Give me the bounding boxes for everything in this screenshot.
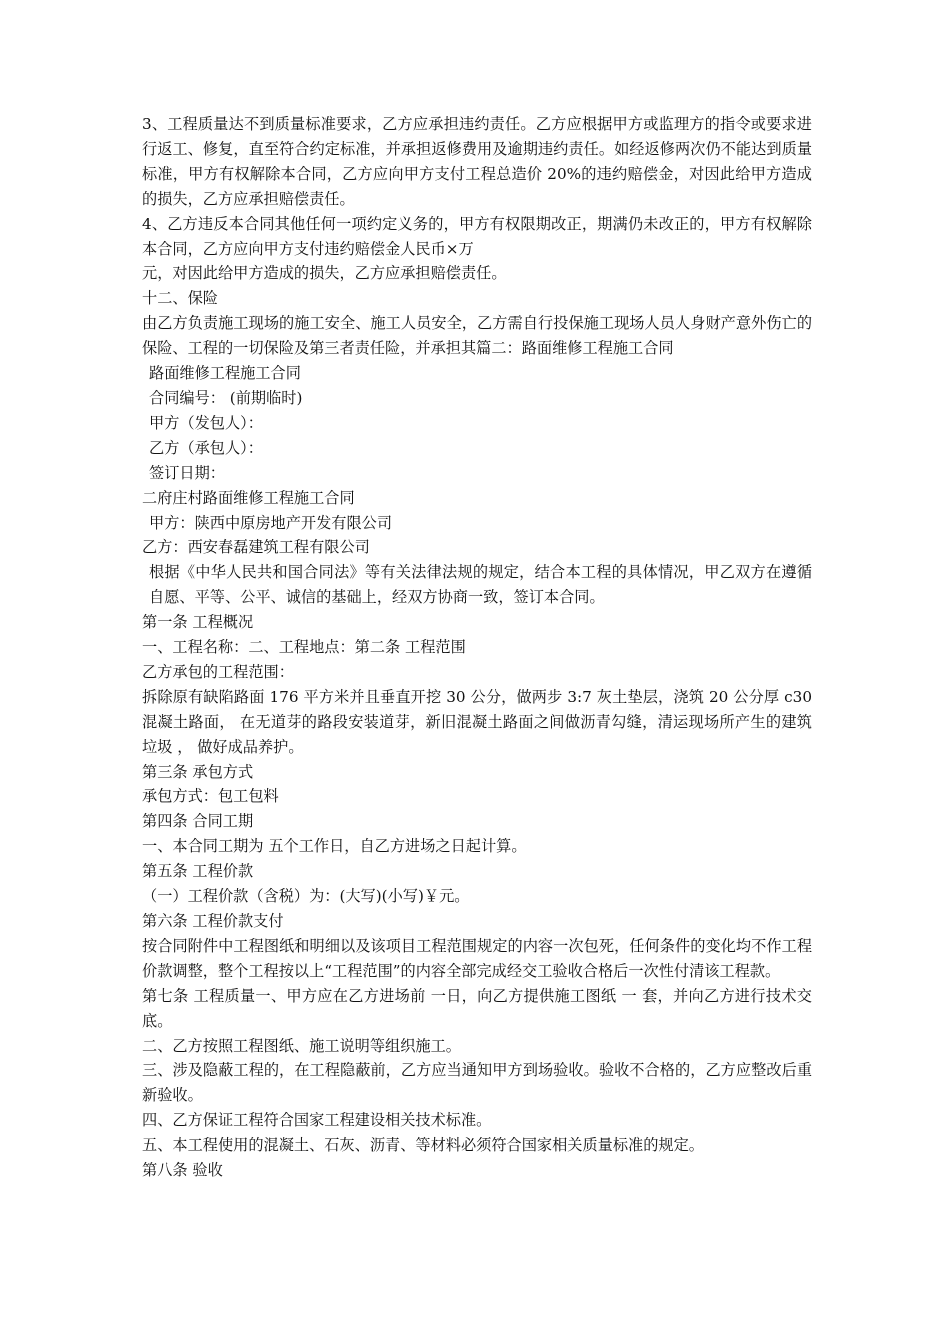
- paragraph: 一、本合同工期为 五个工作日，自乙方进场之日起计算。: [142, 837, 527, 856]
- paragraph: 十二、保险: [142, 289, 218, 308]
- paragraph: 签订日期：: [149, 463, 225, 482]
- paragraph: 合同编号： (前期临时): [149, 388, 303, 407]
- paragraph: 乙方承包的工程范围：: [142, 662, 294, 681]
- paragraph: 甲方（发包人）：: [149, 413, 263, 432]
- paragraph: （一）工程价款（含税）为：(大写)(小写)￥元。: [142, 887, 470, 906]
- paragraph: 第七条 工程质量一、甲方应在乙方进场前 一日，向乙方提供施工图纸 一 套，并向乙方进行技术交底。: [142, 986, 812, 1030]
- paragraph: 第四条 合同工期: [142, 812, 254, 831]
- paragraph: 三、涉及隐蔽工程的，在工程隐蔽前，乙方应当通知甲方到场验收。验收不合格的，乙方应整改后重新验收。: [142, 1061, 812, 1105]
- paragraph: 承包方式：包工包料: [142, 787, 279, 806]
- paragraph: 第八条 验收: [142, 1161, 223, 1180]
- paragraph: 拆除原有缺陷路面 176 平方米并且垂直开挖 30 公分，做两步 3:7 灰土垫层，浇筑 20 公分厚 c30 混凝土路面， 在无道芽的路段安装道芽，新旧混凝土路面之间做沥青勾缝，清运现场所产生的建筑垃圾 ， 做好成品养护。: [142, 687, 812, 756]
- paragraph: 甲方：陕西中原房地产开发有限公司: [149, 513, 392, 532]
- paragraph: 四、乙方保证工程符合国家工程建设相关技术标准。: [142, 1111, 492, 1130]
- paragraph: 一、工程名称：二、工程地点：第二条 工程范围: [142, 638, 466, 657]
- paragraph: 乙方：西安春磊建筑工程有限公司: [142, 538, 370, 557]
- paragraph: 3、工程质量达不到质量标准要求，乙方应承担违约责任。乙方应根据甲方或监理方的指令或要求进行返工、修复，直至符合约定标准，并承担返修费用及逾期违约责任。如经返修两次仍不能达到质量标准，甲方有权解除本合同，乙方应向甲方支付工程总造价 20%的违约赔偿金，对因此给甲方造成的损失，乙方应承担赔偿责任。: [142, 115, 812, 208]
- paragraph: 二、乙方按照工程图纸、施工说明等组织施工。: [142, 1036, 461, 1055]
- paragraph: 根据《中华人民共和国合同法》等有关法律法规的规定，结合本工程的具体情况，甲乙双方在遵循自愿、平等、公平、诚信的基础上，经双方协商一致，签订本合同。: [149, 563, 812, 607]
- paragraph: 元，对因此给甲方造成的损失，乙方应承担赔偿责任。: [142, 264, 507, 283]
- paragraph: 第五条 工程价款: [142, 862, 254, 881]
- paragraph: 4、乙方违反本合同其他任何一项约定义务的，甲方有权限期改正，期满仍未改正的，甲方有权解除本合同，乙方应向甲方支付违约赔偿金人民币×万: [142, 214, 812, 258]
- paragraph: 第一条 工程概况: [142, 613, 254, 632]
- document-page: [142, 112, 812, 1183]
- paragraph: 乙方（承包人）：: [149, 438, 263, 457]
- paragraph: 第六条 工程价款支付: [142, 912, 284, 930]
- paragraph: 二府庄村路面维修工程施工合同: [142, 488, 355, 507]
- paragraph: 按合同附件中工程图纸和明细以及该项目工程范围规定的内容一次包死，任何条件的变化均不作工程价款调整，整个工程按以上“工程范围”的内容全部完成经交工验收合格后一次性付清该工程款。: [142, 936, 812, 980]
- paragraph: 五、本工程使用的混凝土、石灰、沥青、等材料必须符合国家相关质量标准的规定。: [142, 1136, 704, 1155]
- paragraph: 第三条 承包方式: [142, 762, 254, 781]
- paragraph: 由乙方负责施工现场的施工安全、施工人员安全，乙方需自行投保施工现场人员人身财产意外伤亡的保险、工程的一切保险及第三者责任险，并承担其篇二：路面维修工程施工合同: [142, 314, 812, 358]
- paragraph: 路面维修工程施工合同: [149, 364, 301, 383]
